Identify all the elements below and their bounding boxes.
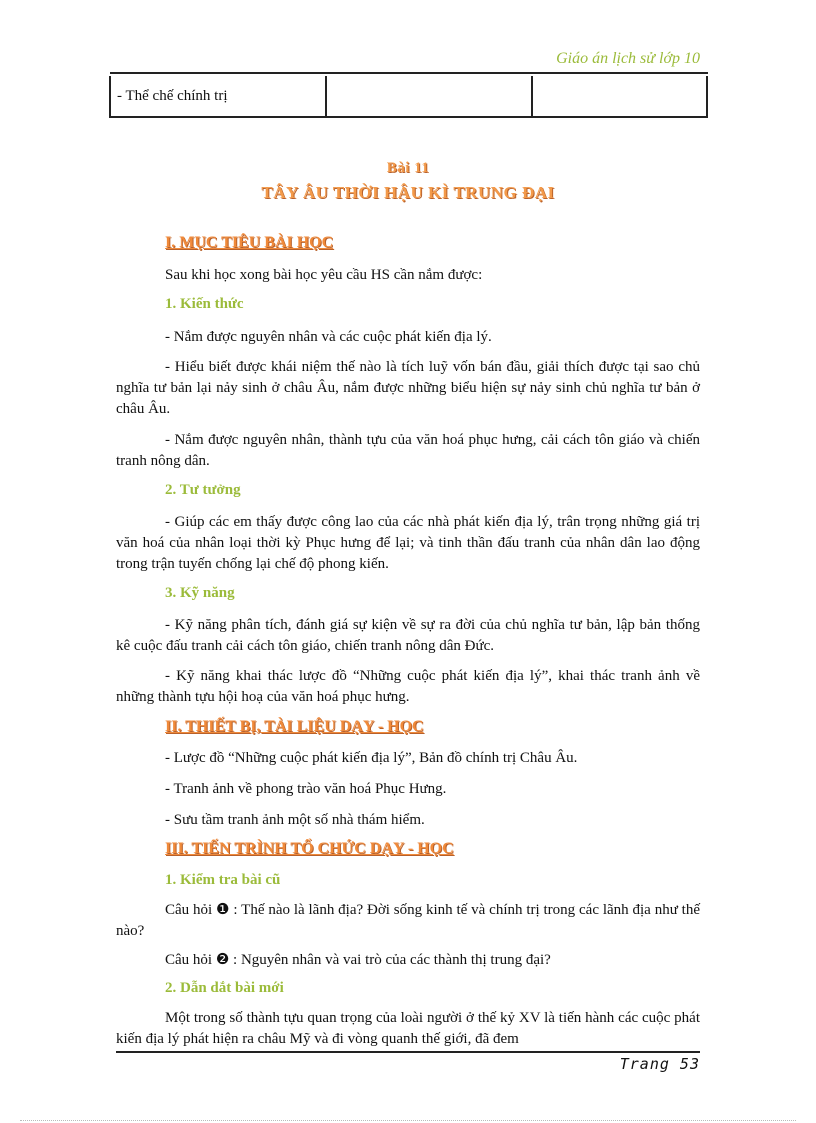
question: Câu hỏi ❷ : Nguyên nhân và vai trò của các thành thị trung đại?	[165, 952, 551, 968]
table-cell: - Thể chế chính trị	[110, 76, 326, 117]
paragraph: Một trong số thành tựu quan trọng của loài người ở thế kỷ XV là tiến hành các cuộc phát kiến địa lý phát hiện ra châu Mỹ và đi vòng quanh thế giới, đã đem	[116, 1010, 700, 1047]
section-intro: Sau khi học xong bài học yêu cầu HS cần nắm được:	[165, 267, 483, 283]
section-heading-equipment: II. THIẾT BỊ, TÀI LIỆU DẠY - HỌC	[165, 718, 424, 735]
paragraph: - Lược đồ “Những cuộc phát kiến địa lý”, Bản đồ chính trị Châu Âu.	[165, 750, 578, 766]
subheading-ideology: 2. Tư tưởng	[165, 482, 241, 498]
page-number: Trang 53	[619, 1055, 700, 1073]
paragraph: - Sưu tầm tranh ảnh một số nhà thám hiểm.	[165, 812, 425, 828]
paragraph: - Kỹ năng khai thác lược đồ “Những cuộc phát kiến địa lý”, khai thác tranh ảnh về những thành tựu hội hoạ của văn hoá phục hưng.	[116, 668, 700, 705]
document-header-title: Giáo án lịch sử lớp 10	[556, 50, 700, 67]
question: Câu hỏi ❶ : Thế nào là lãnh địa? Đời sống kinh tế và chính trị trong các lãnh địa như thế nào?	[116, 902, 700, 939]
section-heading-process: III. TIẾN TRÌNH TỔ CHỨC DẠY - HỌC	[165, 840, 454, 857]
table-cell	[532, 76, 707, 117]
carryover-table	[109, 76, 708, 118]
page-edge-dotted-line	[20, 1120, 796, 1121]
paragraph: - Tranh ảnh về phong trào văn hoá Phục Hưng.	[165, 781, 447, 797]
section-heading-objectives: I. MỤC TIÊU BÀI HỌC	[165, 234, 334, 251]
subheading-review: 1. Kiểm tra bài cũ	[165, 872, 281, 888]
lesson-number: Bài 11	[386, 160, 430, 176]
table-row	[110, 76, 707, 117]
paragraph: - Nắm được nguyên nhân và các cuộc phát kiến địa lý.	[165, 329, 492, 345]
paragraph: - Hiểu biết được khái niệm thế nào là tích luỹ vốn bán đầu, giải thích được tại sao chủ nghĩa tư bản lại nảy sinh ở châu Âu, nắm được những biểu hiện sự nảy sinh chủ nghĩa tư bản ở châu Âu.	[116, 359, 700, 417]
paragraph: - Kỹ năng phân tích, đánh giá sự kiện về sự ra đời của chủ nghĩa tư bản, lập bản thống kê cuộc đấu tranh cải cách tôn giáo, chiến tranh nông dân Đức.	[116, 617, 700, 654]
subheading-introduction: 2. Dẫn dắt bài mới	[165, 980, 284, 996]
footer-rule	[116, 1051, 700, 1053]
subheading-skills: 3. Kỹ năng	[165, 585, 235, 601]
table-cell	[326, 76, 532, 117]
paragraph: - Nắm được nguyên nhân, thành tựu của văn hoá phục hưng, cải cách tôn giáo và chiến tranh nông dân.	[116, 432, 700, 469]
header-rule	[110, 72, 708, 74]
subheading-knowledge: 1. Kiến thức	[165, 296, 244, 312]
lesson-title: TÂY ÂU THỜI HẬU KÌ TRUNG ĐẠI	[261, 183, 555, 202]
paragraph: - Giúp các em thấy được công lao của các nhà phát kiến địa lý, trân trọng những giá trị văn hoá của nhân loại thời kỳ Phục hưng để lại; và tinh thần đấu tranh của nhân dân lao động trong trận tuyến chống lại chế độ phong kiến.	[116, 514, 700, 572]
